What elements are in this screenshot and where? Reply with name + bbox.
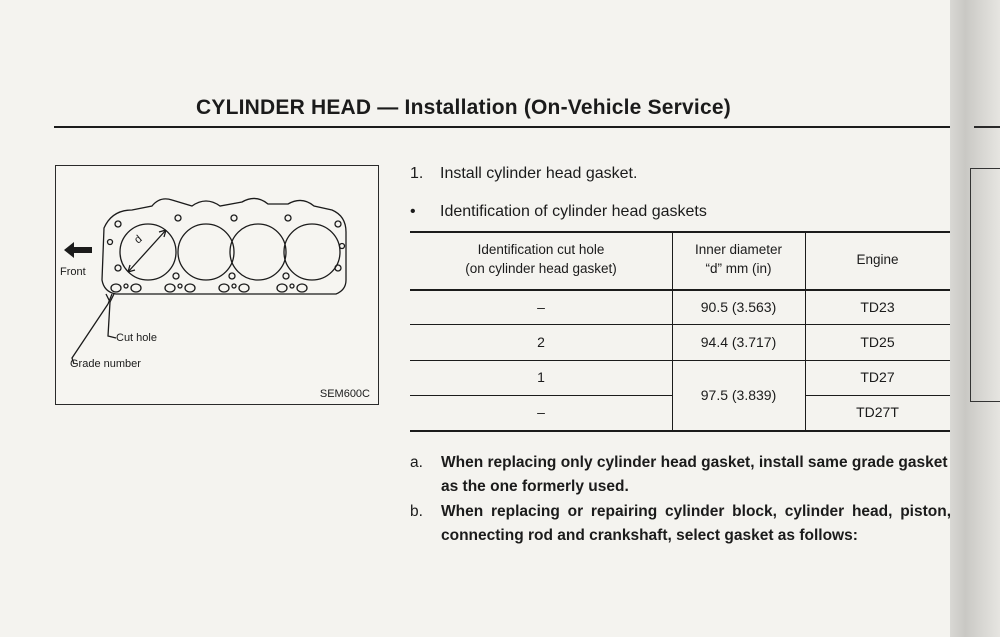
note-b	[410, 500, 951, 576]
header-cut-hole: Identification cut hole (on cylinder head gasket)	[465, 242, 617, 276]
gasket-figure	[55, 165, 379, 405]
row2-diameter: 94.4 (3.717)	[700, 333, 777, 350]
header-inner-diameter: Inner diameter “d” mm (in)	[694, 242, 783, 276]
bullet-text: Identification of cylinder head gaskets	[440, 203, 707, 220]
page-gutter	[950, 0, 1000, 637]
cut-hole-leader	[108, 302, 116, 338]
page-title: CYLINDER HEAD — Installation (On-Vehicle Service)	[196, 96, 731, 119]
step-number: 1.	[410, 165, 424, 182]
bore-4	[284, 224, 340, 280]
figure-code: SEM600C	[319, 388, 370, 400]
row1-diameter: 90.5 (3.563)	[700, 298, 777, 315]
note-a	[410, 451, 951, 501]
row2-cut-hole: 2	[537, 333, 545, 350]
front-arrow-icon	[64, 242, 92, 258]
cut-hole-label: Cut hole	[116, 332, 157, 344]
row2-engine: TD25	[860, 333, 895, 350]
title-underline	[54, 126, 950, 128]
gasket-table	[410, 231, 950, 432]
step-text: Install cylinder head gasket.	[440, 165, 638, 182]
row4-engine: TD27T	[856, 404, 899, 421]
row1-cut-hole: –	[537, 298, 545, 315]
adjacent-page-box	[970, 168, 1000, 402]
row4-cut-hole: –	[537, 404, 545, 421]
adjacent-page-rule	[974, 126, 1000, 128]
bullet-dot: •	[410, 203, 416, 220]
note-letter: a.	[410, 454, 423, 471]
row3-cut-hole: 1	[537, 369, 545, 386]
grade-number-leader	[72, 304, 108, 364]
front-label: Front	[60, 266, 86, 278]
row1-engine: TD23	[860, 298, 895, 315]
note-text: When replacing or repairing cylinder block, cylinder head, piston, connecting rod and crankshaft, select gasket as follows:	[441, 503, 951, 544]
bore-2	[178, 224, 234, 280]
row3-engine: TD27	[860, 369, 895, 386]
step-1	[410, 165, 637, 183]
grade-number-label: Grade number	[70, 358, 141, 370]
header-engine: Engine	[856, 251, 899, 267]
note-letter: b.	[410, 503, 423, 520]
bore-3	[230, 224, 286, 280]
row3-diameter: 97.5 (3.839)	[700, 386, 777, 403]
note-text: When replacing only cylinder head gasket, install same grade gasket as the one formerly used.	[441, 454, 948, 495]
identification-bullet	[410, 203, 707, 221]
diameter-label: d	[132, 233, 145, 247]
